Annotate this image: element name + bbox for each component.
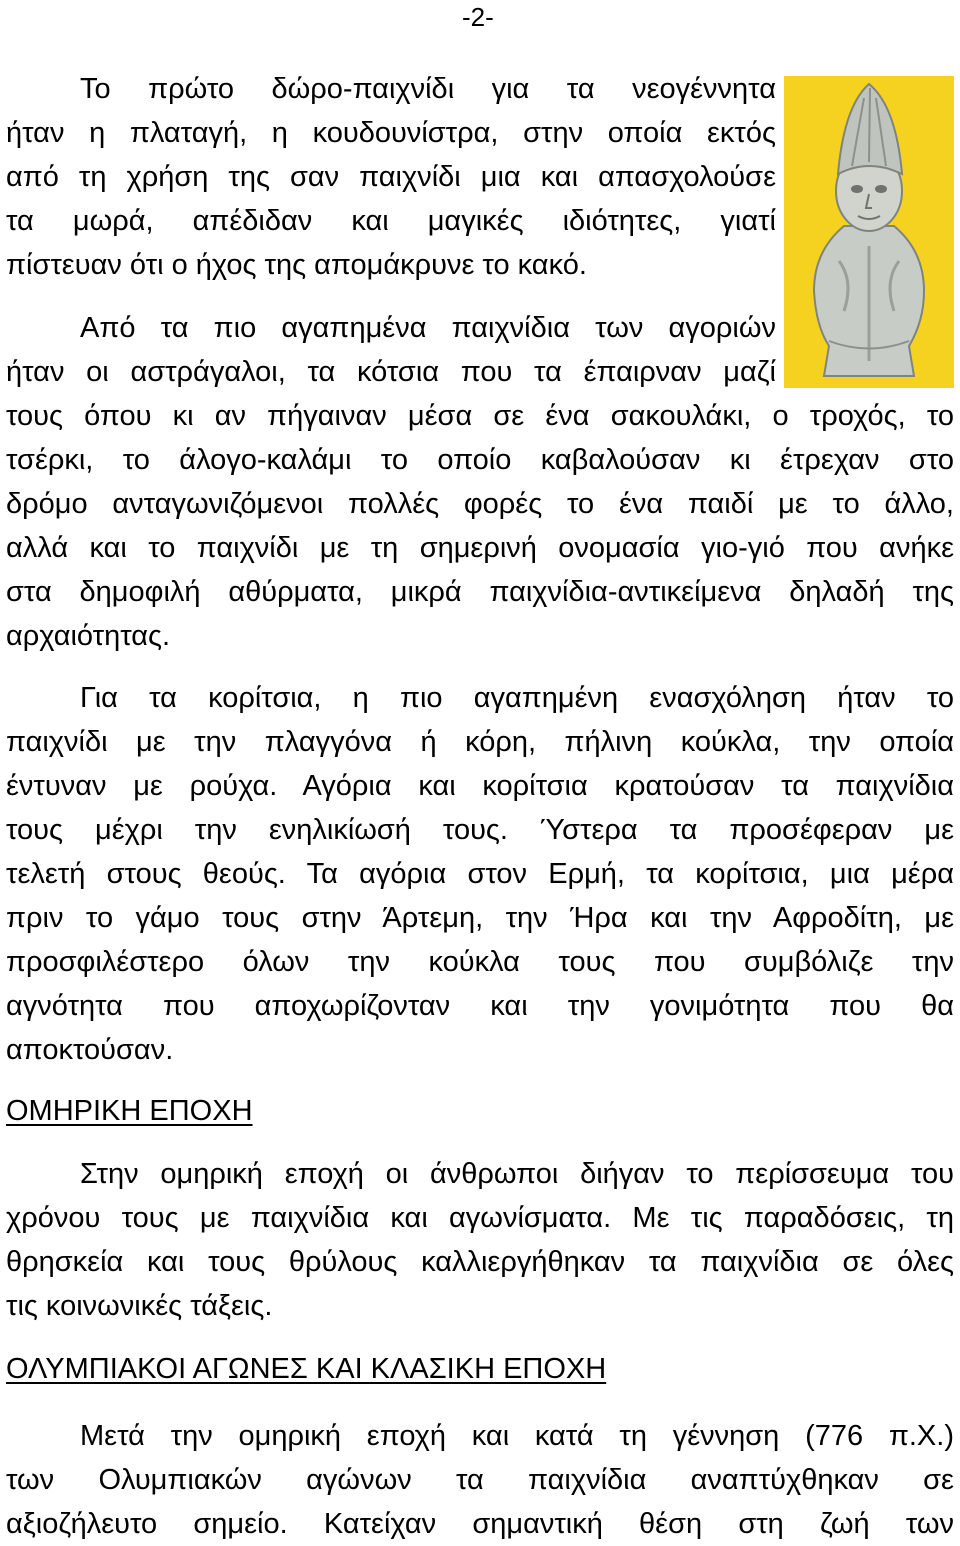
text-line: πριν το γάμο τους στην Άρτεμη, την Ήρα και την Αφροδίτη, με xyxy=(6,902,954,934)
text-line: στα δημοφιλή αθύρματα, μικρά παιχνίδια-αντικείμενα δηλαδή της xyxy=(6,576,954,608)
text-line: αλλά και το παιχνίδι με τη σημερινή ονομασία γιο-γιό που ανήκε xyxy=(6,532,954,564)
text-line: Μετά την ομηρική εποχή και κατά τη γέννηση (776 π.Χ.) xyxy=(80,1420,954,1452)
text-line: τα μωρά, απέδιδαν και μαγικές ιδιότητες, γιατί xyxy=(6,205,776,237)
text-line: Από τα πιο αγαπημένα παιχνίδια των αγοριών xyxy=(80,312,776,344)
text-line: αγνότητα που αποχωρίζονταν και την γονιμότητα που θα xyxy=(6,990,954,1022)
paragraph-boys-toys xyxy=(6,306,954,658)
text-line: χρόνου τους με παιχνίδια και αγωνίσματα. Με τις παραδόσεις, τη xyxy=(6,1202,954,1234)
section-heading-olympic xyxy=(6,1347,954,1391)
section-heading-homeric xyxy=(6,1089,954,1133)
page-number: -2- xyxy=(462,2,494,32)
text-line: δρόμο ανταγωνιζόμενοι πολλές φορές το ένα παιδί με το άλλο, xyxy=(6,488,954,520)
paragraph-rattle xyxy=(6,67,776,287)
heading-text: ΟΜΗΡΙΚΗ ΕΠΟΧΗ xyxy=(6,1095,253,1127)
text-line: των Ολυμπιακών αγώνων τα παιχνίδια αναπτύχθηκαν σε xyxy=(6,1464,954,1496)
text-line: θρησκεία και τους θρύλους καλλιεργήθηκαν τα παιχνίδια σε όλες xyxy=(6,1246,954,1278)
paragraph-olympic xyxy=(6,1414,954,1546)
text-line: τις κοινωνικές τάξεις. xyxy=(6,1290,273,1322)
text-line: τους όπου κι αν πήγαιναν μέσα σε ένα σακουλάκι, ο τροχός, το xyxy=(6,400,954,432)
text-line: ήταν οι αστράγαλοι, τα κότσια που τα έπαιρναν μαζί xyxy=(6,356,776,388)
text-line: αξιοζήλευτο σημείο. Κατείχαν σημαντική θέση στη ζωή των xyxy=(6,1508,954,1540)
text-line: τσέρκι, το άλογο-καλάμι το οποίο καβαλούσαν κι έτρεχαν στο xyxy=(6,444,954,476)
text-line: Στην ομηρική εποχή οι άνθρωποι διήγαν το περίσσευμα του xyxy=(80,1158,954,1190)
paragraph-girls-toys xyxy=(6,676,954,1072)
text-line: τους μέχρι την ενηλικίωσή τους. Ύστερα τα προσέφεραν με xyxy=(6,814,954,846)
text-line: από τη χρήση της σαν παιχνίδι μια και απασχολούσε xyxy=(6,161,776,193)
text-line: παιχνίδι με την πλαγγόνα ή κόρη, πήλινη κούκλα, την οποία xyxy=(6,726,954,758)
text-line: προσφιλέστερο όλων την κούκλα τους που συμβόλιζε την xyxy=(6,946,954,978)
text-line: τελετή στους θεούς. Τα αγόρια στον Ερμή, τα κορίτσια, μια μέρα xyxy=(6,858,954,890)
paragraph-homeric xyxy=(6,1152,954,1328)
text-line: Για τα κορίτσια, η πιο αγαπημένη ενασχόληση ήταν το xyxy=(80,682,954,714)
text-line: αρχαιότητας. xyxy=(6,620,171,652)
heading-text: ΟΛΥΜΠΙΑΚΟΙ ΑΓΩΝΕΣ ΚΑΙ ΚΛΑΣΙΚΗ ΕΠΟΧΗ xyxy=(6,1353,607,1385)
text-line: αποκτούσαν. xyxy=(6,1034,174,1066)
text-line: πίστευαν ότι ο ήχος της απομάκρυνε το κακό. xyxy=(6,249,587,281)
text-line: ήταν η πλαταγή, η κουδουνίστρα, στην οποία εκτός xyxy=(6,117,776,149)
text-line: Το πρώτο δώρο-παιχνίδι για τα νεογέννητα xyxy=(80,73,776,105)
text-line: έντυναν με ρούχα. Αγόρια και κορίτσια κρατούσαν τα παιχνίδια xyxy=(6,770,954,802)
